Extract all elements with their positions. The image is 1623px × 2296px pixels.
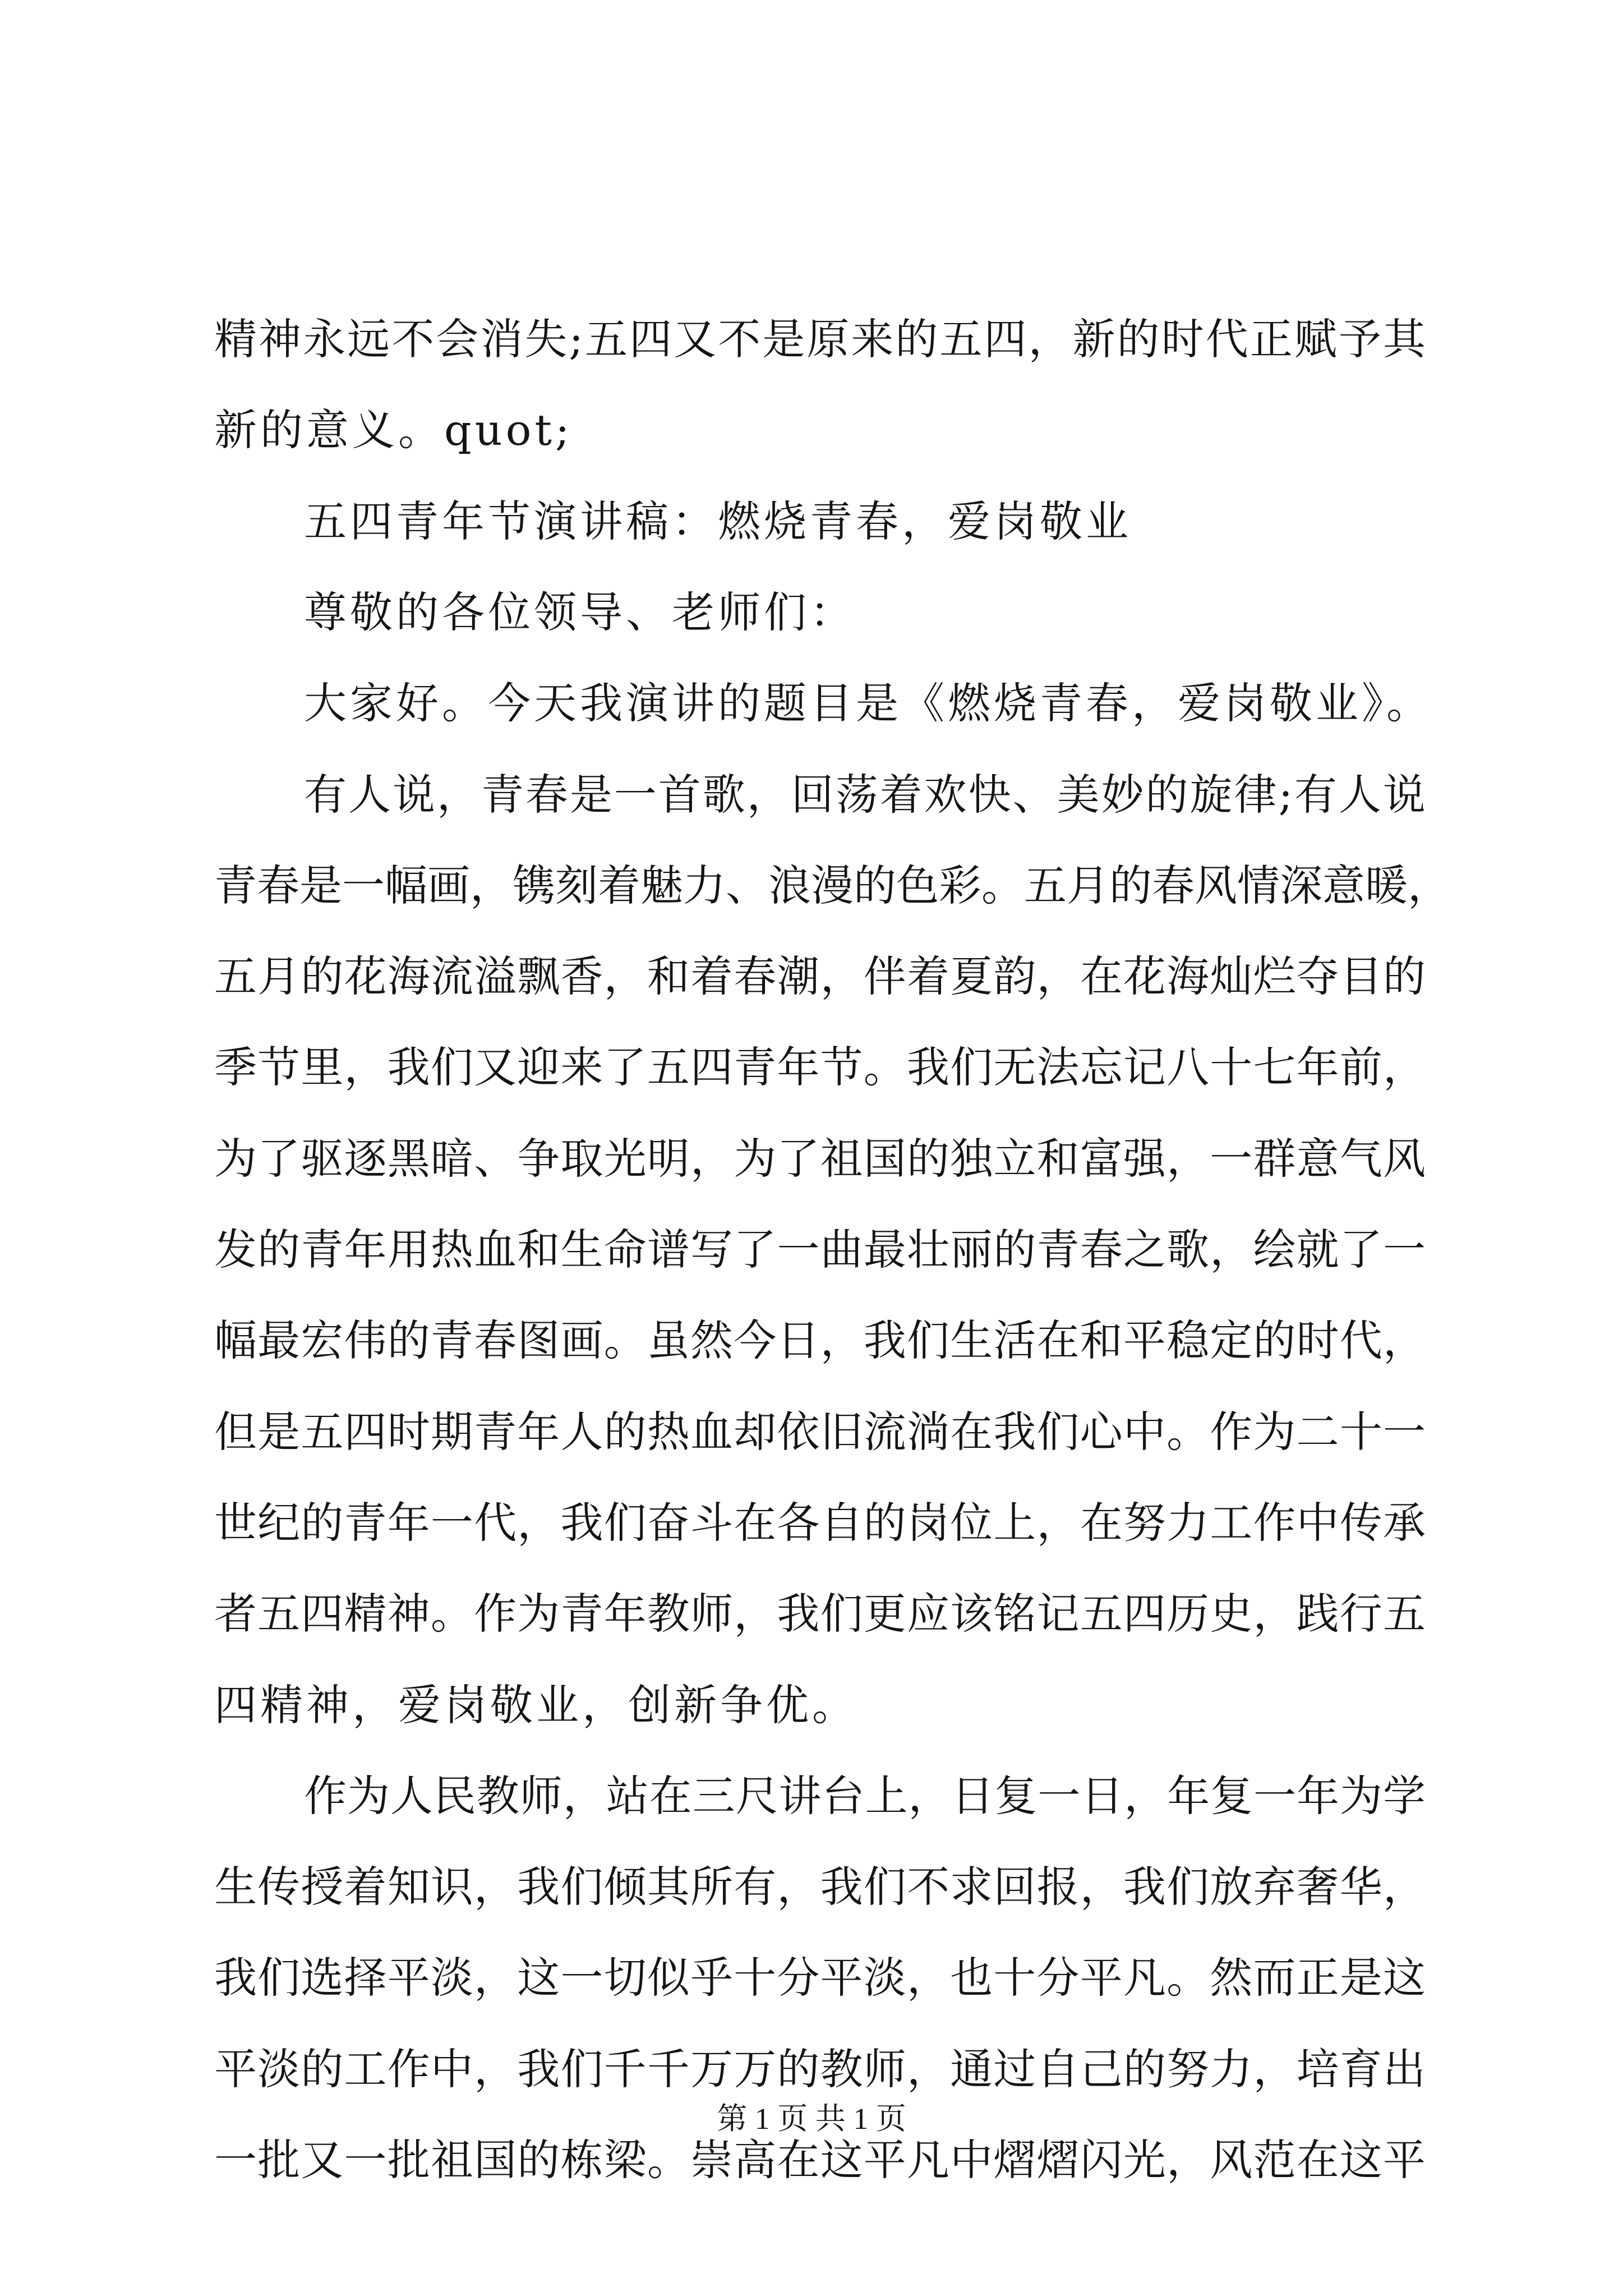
text-line: 为了驱逐黑暗、争取光明，为了祖国的独立和富强，一群意气风 [214, 1134, 1426, 1184]
text-line: 生传授着知识，我们倾其所有，我们不求回报，我们放弃奢华， [214, 1862, 1426, 1912]
text-line: 季节里，我们又迎来了五四青年节。我们无法忘记八十七年前， [214, 1042, 1426, 1092]
text-line: 青春是一幅画，镌刻着魅力、浪漫的色彩。五月的春风情深意暖， [214, 861, 1450, 910]
text-line: 五四青年节演讲稿：燃烧青春，爱岗敬业 [304, 496, 1132, 546]
text-line: 但是五四时期青年人的热血却依旧流淌在我们心中。作为二十一 [214, 1407, 1426, 1457]
text-line: 发的青年用热血和生命谱写了一曲最壮丽的青春之歌，绘就了一 [214, 1225, 1426, 1274]
text-line: 四精神，爱岗敬业，创新争优。 [214, 1680, 858, 1730]
text-line: 世纪的青年一代，我们奋斗在各自的岗位上，在努力工作中传承 [214, 1498, 1426, 1548]
text-line: 尊敬的各位领导、老师们： [304, 587, 856, 637]
text-line: 有人说，青春是一首歌，回荡着欢快、美妙的旋律;有人说 [304, 770, 1426, 820]
text-line: 平淡的工作中，我们千千万万的教师，通过自己的努力，培育出 [214, 2044, 1426, 2094]
text-line: 五月的花海流溢飘香，和着春潮，伴着夏韵，在花海灿烂夺目的 [214, 951, 1426, 1001]
text-line: 一批又一批祖国的栋梁。崇高在这平凡中熠熠闪光，风范在这平 [214, 2135, 1426, 2185]
page-footer: 第 1 页 共 1 页 [717, 2102, 906, 2136]
text-line: 新的意义。quot; [214, 405, 573, 455]
text-line: 作为人民教师，站在三尺讲台上，日复一日，年复一年为学 [304, 1771, 1426, 1821]
text-line: 我们选择平淡，这一切似乎十分平淡，也十分平凡。然而正是这 [214, 1953, 1426, 2003]
text-line: 者五四精神。作为青年教师，我们更应该铭记五四历史，践行五 [214, 1589, 1426, 1639]
text-line: 大家好。今天我演讲的题目是《燃烧青春，爱岗敬业》。 [304, 678, 1432, 728]
text-line: 精神永远不会消失;五四又不是原来的五四，新的时代正赋予其 [214, 314, 1426, 364]
text-line: 幅最宏伟的青春图画。虽然今日，我们生活在和平稳定的时代， [214, 1315, 1426, 1365]
